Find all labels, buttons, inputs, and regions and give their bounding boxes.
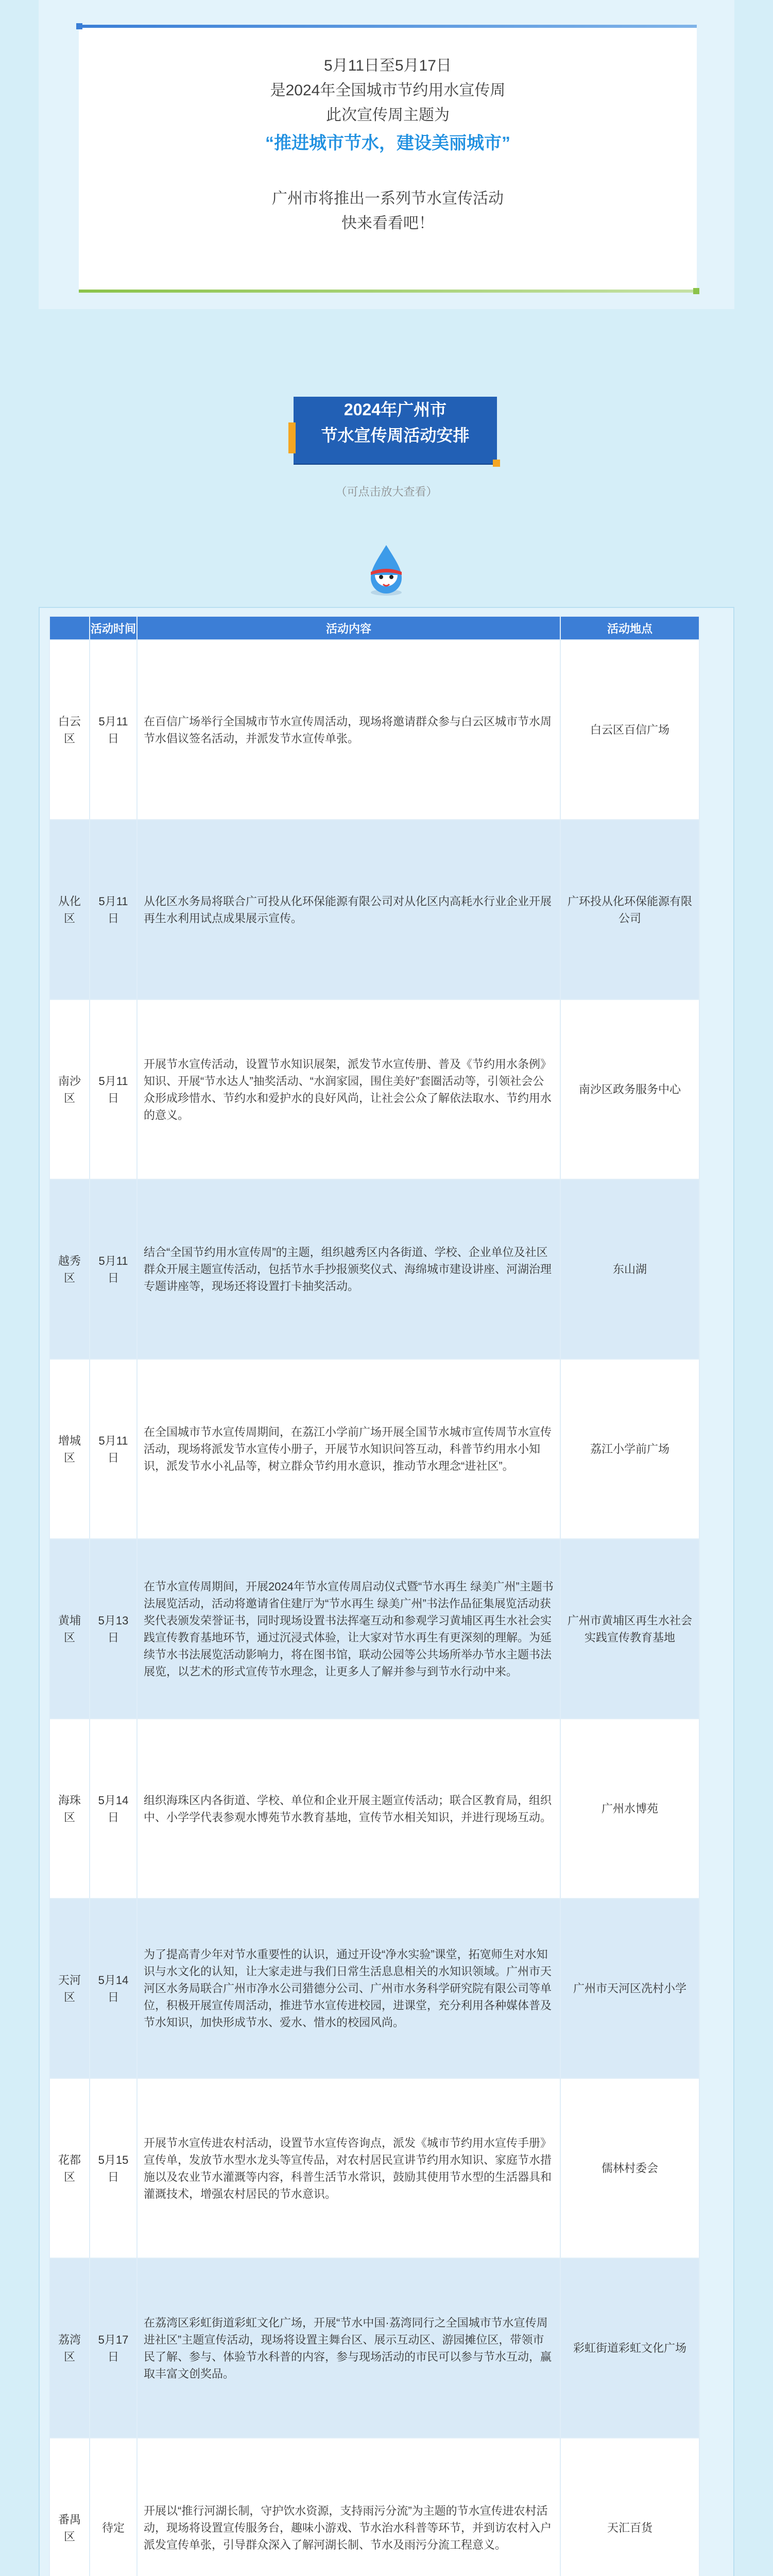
water-drop-mascot-icon	[360, 541, 412, 598]
cell-district: 黄埔区	[49, 1539, 90, 1719]
intro-section	[39, 0, 734, 309]
intro-theme-label: 此次宣传周主题为	[326, 107, 450, 124]
cell-district: 海珠区	[49, 1719, 90, 1899]
cell-place: 广环投从化环保能源有限公司	[560, 820, 699, 999]
section-title-badge	[294, 397, 497, 464]
cell-content: 在全国城市节水宣传周期间，在荔江小学前广场开展全国节水城市宣传周节水宣传活动，现场将派发节水宣传小册子，开展节水知识问答互动，科普节约用水小知识，派发节水小礼品等，树立群众节约用水意识，推动节水理念“进社区”。	[137, 1359, 560, 1539]
cell-date: 5月14日	[90, 1899, 137, 2078]
cell-place: 彩虹街道彩虹文化广场	[560, 2258, 699, 2438]
zoom-hint: （可点击放大查看）	[335, 485, 438, 498]
table-row	[49, 999, 699, 1179]
cell-district: 从化区	[49, 820, 90, 999]
cell-date: 5月15日	[90, 2078, 137, 2258]
cell-place: 广州水博苑	[560, 1719, 699, 1899]
cell-place: 东山湖	[560, 1179, 699, 1359]
cell-date: 待定	[90, 2438, 137, 2576]
cell-content: 开展节水宣传进农村活动，设置节水宣传咨询点，派发《城市节约用水宣传手册》宣传单，发放节水型水龙头等宣传品，对农村居民宣讲节约用水知识、家庭节水措施以及农业节水灌溉等内容，科普生活节水常识，鼓励其使用节水型的生活器具和灌溉技术，增强农村居民的节水意识。	[137, 2078, 560, 2258]
cell-district: 增城区	[49, 1359, 90, 1539]
cell-date: 5月11日	[90, 1179, 137, 1359]
cell-district: 天河区	[49, 1899, 90, 2078]
header-place: 活动地点	[560, 616, 699, 640]
intro-event: 是2024年全国城市节约用水宣传周	[270, 82, 506, 99]
cell-place: 白云区百信广场	[560, 640, 699, 820]
table-row	[49, 2438, 699, 2576]
table-row	[49, 1899, 699, 2078]
top-divider	[79, 25, 697, 28]
cell-content: 结合“全国节约用水宣传周”的主题，组织越秀区内各街道、学校、企业单位及社区群众开展主题宣传活动，包括节水手抄报颁奖仪式、海绵城市建设讲座、河湖治理专题讲座等，现场还将设置打卡抽奖活动。	[137, 1179, 560, 1359]
cell-content: 组织海珠区内各街道、学校、单位和企业开展主题宣传活动；联合区教育局，组织中、小学学代表参观水博苑节水教育基地，宣传节水相关知识，并进行现场互动。	[137, 1719, 560, 1899]
header-district	[49, 616, 90, 640]
cell-district: 花都区	[49, 2078, 90, 2258]
cell-district: 番禺区	[49, 2438, 90, 2576]
cell-date: 5月14日	[90, 1719, 137, 1899]
table-row	[49, 820, 699, 999]
table-row	[49, 2258, 699, 2438]
cell-district: 南沙区	[49, 999, 90, 1179]
table-header-row	[49, 616, 699, 640]
cell-content: 从化区水务局将联合广可投从化环保能源有限公司对从化区内高耗水行业企业开展再生水利用试点成果展示宣传。	[137, 820, 560, 999]
cell-content: 开展以“推行河湖长制，守护饮水资源，支持雨污分流”为主题的节水宣传进农村活动，现场将设置宣传服务台，趣味小游戏、节水治水科普等环节，并到访农村入户派发宣传单张，引导群众深入了解河湖长制、节水及雨污分流工程意义。	[137, 2438, 560, 2576]
header-date: 活动时间	[90, 616, 137, 640]
cell-place: 荔江小学前广场	[560, 1359, 699, 1539]
badge-title-line-2: 节水宣传周活动安排	[321, 426, 470, 445]
schedule-table	[49, 616, 700, 2576]
arrow-accent-icon	[288, 422, 296, 453]
cell-district: 越秀区	[49, 1179, 90, 1359]
table-row	[49, 640, 699, 820]
cell-place: 儒林村委会	[560, 2078, 699, 2258]
table-row	[49, 1179, 699, 1359]
cell-date: 5月11日	[90, 999, 137, 1179]
bottom-divider	[79, 290, 697, 293]
cell-date: 5月11日	[90, 820, 137, 999]
cell-place: 南沙区政务服务中心	[560, 999, 699, 1179]
intro-slogan: “推进城市节水，建设美丽城市”	[265, 133, 510, 153]
intro-date: 5月11日至5月17日	[324, 57, 452, 74]
badge-title-line-1: 2024年广州市	[343, 400, 447, 419]
corner-marker-icon	[76, 23, 82, 29]
cell-district: 白云区	[49, 640, 90, 820]
cell-place: 天汇百货	[560, 2438, 699, 2576]
table-row	[49, 1539, 699, 1719]
cell-content: 在荔湾区彩虹街道彩虹文化广场，开展“节水中国·荔湾同行之全国城市节水宣传周进社区”主题宣传活动，现场将设置主舞台区、展示互动区、游园摊位区，带领市民了解、参与、体验节水科普的内容，参与现场活动的市民可以参与节水互动，赢取丰富文创奖品。	[137, 2258, 560, 2438]
corner-marker-icon	[693, 288, 699, 294]
intro-closing-1: 广州市将推出一系列节水宣传活动	[272, 190, 504, 207]
cell-date: 5月17日	[90, 2258, 137, 2438]
cell-content: 为了提高青少年对节水重要性的认识，通过开设“净水实验”课堂，拓宽师生对水知识与水文化的认知，让大家走进与我们日常生活息息相关的水知识领域。广州市天河区水务局联合广州市净水公司猎德分公司、广州市水务科学研究院有限公司等单位，积极开展宣传周活动，推进节水宣传进校园，进课堂，充分利用各种媒体普及节水知识，加快形成节水、爱水、惜水的校园风尚。	[137, 1899, 560, 2078]
intro-card	[79, 25, 697, 293]
table-row	[49, 1719, 699, 1899]
intro-closing-2: 快来看看吧！	[341, 215, 434, 232]
cell-place: 广州市黄埔区再生水社会实践宣传教育基地	[560, 1539, 699, 1719]
cell-date: 5月11日	[90, 1359, 137, 1539]
cell-date: 5月13日	[90, 1539, 137, 1719]
table-row	[49, 2078, 699, 2258]
header-content: 活动内容	[137, 616, 560, 640]
corner-accent-icon	[493, 460, 500, 467]
cell-content: 在节水宣传周期间，开展2024年节水宣传周启动仪式暨“节水再生 绿美广州”主题书法展览活动，活动将邀请省住建厅为“节水再生 绿美广州”书法作品征集展览活动获奖代表颁发荣誉证书，同时现场设置书法挥毫互动和参观学习黄埔区再生水社会实践宣传教育基地环节，通过沉浸式体验，让大家对节水再生有更深刻的理解。为延续节水书法展览活动影响力，将在图书馆，联动公园等公共场所举办节水主题书法展览，以艺术的形式宣传节水理念，让更多人了解并参与到节水行动中来。	[137, 1539, 560, 1719]
cell-date: 5月11日	[90, 640, 137, 820]
cell-place: 广州市天河区冼村小学	[560, 1899, 699, 2078]
cell-district: 荔湾区	[49, 2258, 90, 2438]
cell-content: 在百信广场举行全国城市节水宣传周活动，现场将邀请群众参与白云区城市节水周节水倡议签名活动，并派发节水宣传单张。	[137, 640, 560, 820]
table-row	[49, 1359, 699, 1539]
cell-content: 开展节水宣传活动，设置节水知识展架，派发节水宣传册、普及《节约用水条例》知识、开展“节水达人”抽奖活动、“水润家园，围住美好”套圈活动等，引领社会公众形成珍惜水、节约水和爱护水的良好风尚，让社会公众了解依法取水、节约用水的意义。	[137, 999, 560, 1179]
